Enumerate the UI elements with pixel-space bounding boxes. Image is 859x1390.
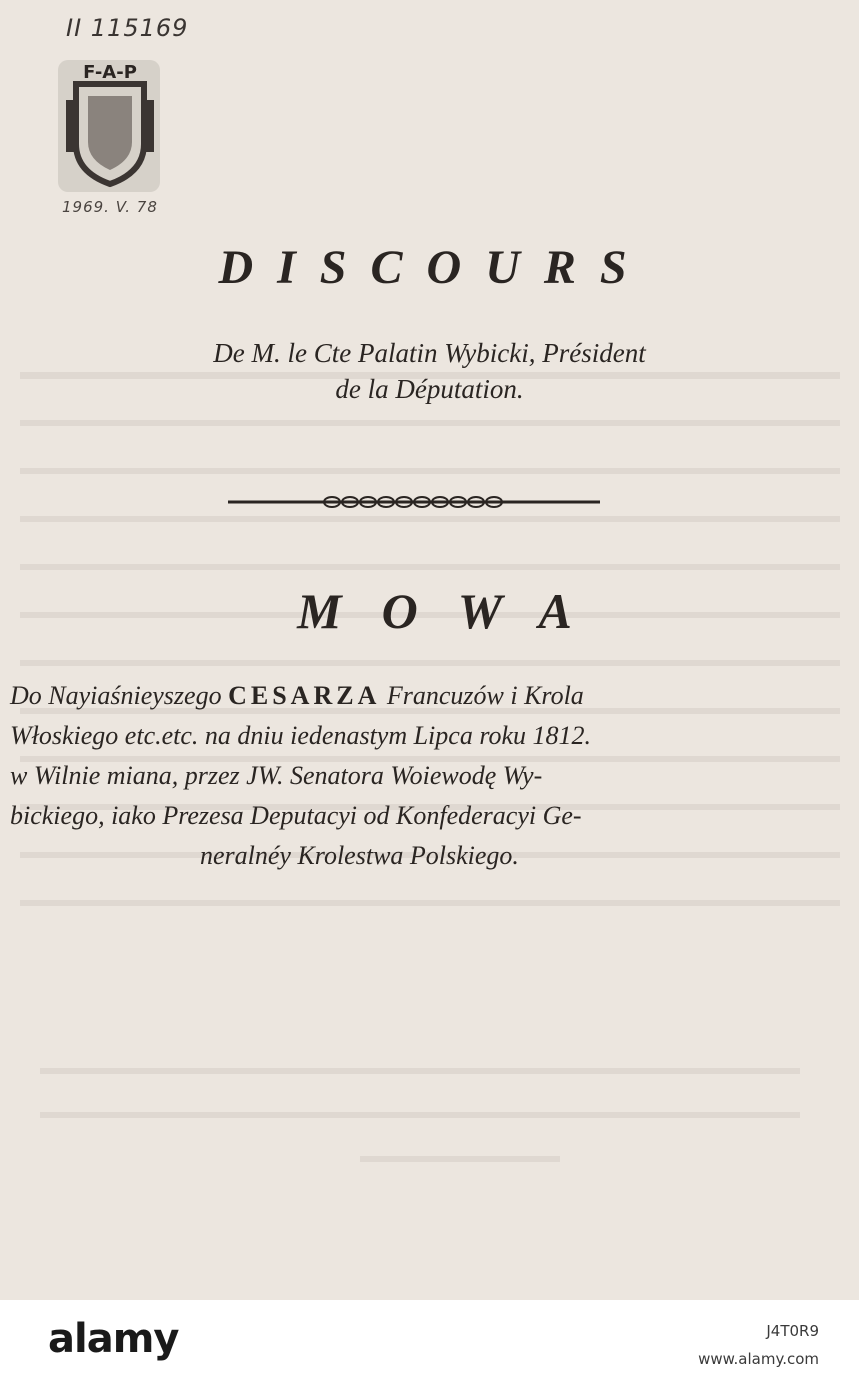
image-code: J4T0R9	[766, 1322, 819, 1340]
document-heading: MOWA	[297, 583, 612, 639]
document-subtitle	[0, 335, 859, 407]
ornamental-divider	[228, 492, 600, 512]
shelf-mark: 1969. V. 78	[62, 198, 158, 216]
body-line-3: w Wilnie miana, przez JW. Senatora Woiewodę Wy-	[10, 761, 543, 790]
stamp-text: F-A-P	[83, 62, 137, 83]
inventory-number: II 115169	[66, 14, 189, 42]
alamy-logo: alamy	[48, 1316, 179, 1362]
document-body	[10, 676, 850, 876]
body-line-1	[10, 676, 850, 716]
body-line-1-end: Francuzów i Krola	[386, 681, 584, 710]
body-line-1-caps: CESARZA	[228, 681, 381, 710]
body-line-1-start: Do Nayiaśnieyszego	[10, 681, 222, 710]
document-title: DISCOURS	[218, 241, 651, 294]
body-line-5: neralnéy Krolestwa Polskiego.	[200, 841, 519, 870]
subtitle-line-2: de la Députation.	[335, 374, 524, 404]
bleed-through-lower	[0, 1068, 859, 1183]
bleed-through-lower-lines	[0, 1068, 859, 1178]
subtitle-line-1: De M. le Cte Palatin Wybicki, Président	[213, 338, 646, 368]
body-line-4: bickiego, iako Prezesa Deputacyi od Konfederacyi Ge-	[10, 801, 582, 830]
body-line-2: Włoskiego etc.etc. na dniu iedenastym Lipca roku 1812.	[10, 721, 592, 750]
source-url: www.alamy.com	[698, 1350, 819, 1368]
